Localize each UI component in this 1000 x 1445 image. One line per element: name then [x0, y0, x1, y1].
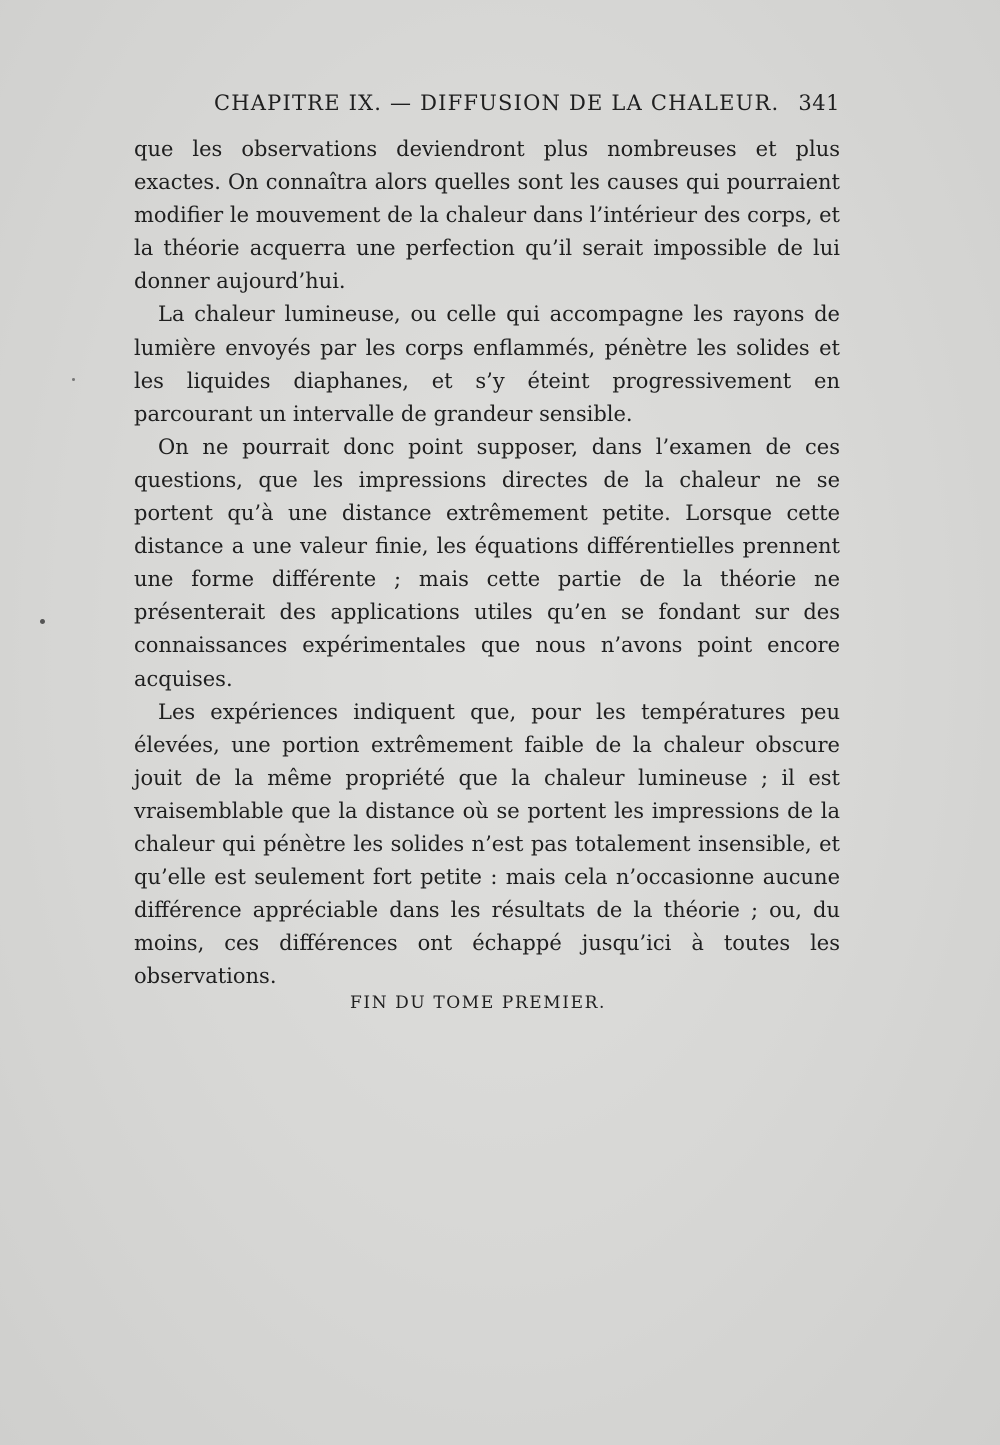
- body-text: [134, 133, 840, 993]
- paragraph-experiments: Les expériences indiquent que, pour les températures peu élevées, une portion extrêmement faible de la chaleur obscure jouit de la même propriété que la chaleur lumineuse ; il est vraisemblable que la distance où se portent les impressions de la chaleur qui pénètre les solides n’est pas totalement insensible, et qu’elle est seulement fort petite : mais cela n’occasionne aucune différence appréciable dans les résultats de la théorie ; ou, du moins, ces différences ont échappé jusqu’ici à toutes les observations.: [134, 699, 840, 989]
- paper-speck: [40, 619, 45, 624]
- running-head: [134, 91, 840, 121]
- paragraph-continuation: que les observations deviendront plus nombreuses et plus exactes. On connaîtra alors quelles sont les causes qui pourraient modifier le mouvement de la chaleur dans l’intérieur des corps, et la théorie acquerra une perfection qu’il serait impossible de lui donner aujourd’hui.: [134, 137, 840, 294]
- paragraph-direct-impressions: On ne pourrait donc point supposer, dans l’examen de ces questions, que les impressions directes de la chaleur ne se portent qu’à une distance extrêmement petite. Lorsque cette distance a une valeur finie, les équations différentielles prennent une forme différente ; mais cette partie de la théorie ne présenterait des applications utiles qu’en se fondant sur des connaissances expérimentales que nous n’avons point encore acquises.: [134, 434, 840, 691]
- page-number: 341: [798, 91, 840, 115]
- running-title: CHAPITRE IX. — DIFFUSION DE LA CHALEUR.: [214, 91, 780, 115]
- end-of-volume-text: FIN DU TOME PREMIER.: [349, 993, 607, 1013]
- end-of-volume: [0, 993, 1000, 1013]
- paper-speck: [72, 378, 75, 381]
- paragraph-luminous-heat: La chaleur lumineuse, ou celle qui accompagne les rayons de lumière envoyés par les corps enflammés, pénètre les solides et les liquides diaphanes, et s’y éteint progressivement en parcourant un intervalle de grandeur sensible.: [134, 302, 840, 426]
